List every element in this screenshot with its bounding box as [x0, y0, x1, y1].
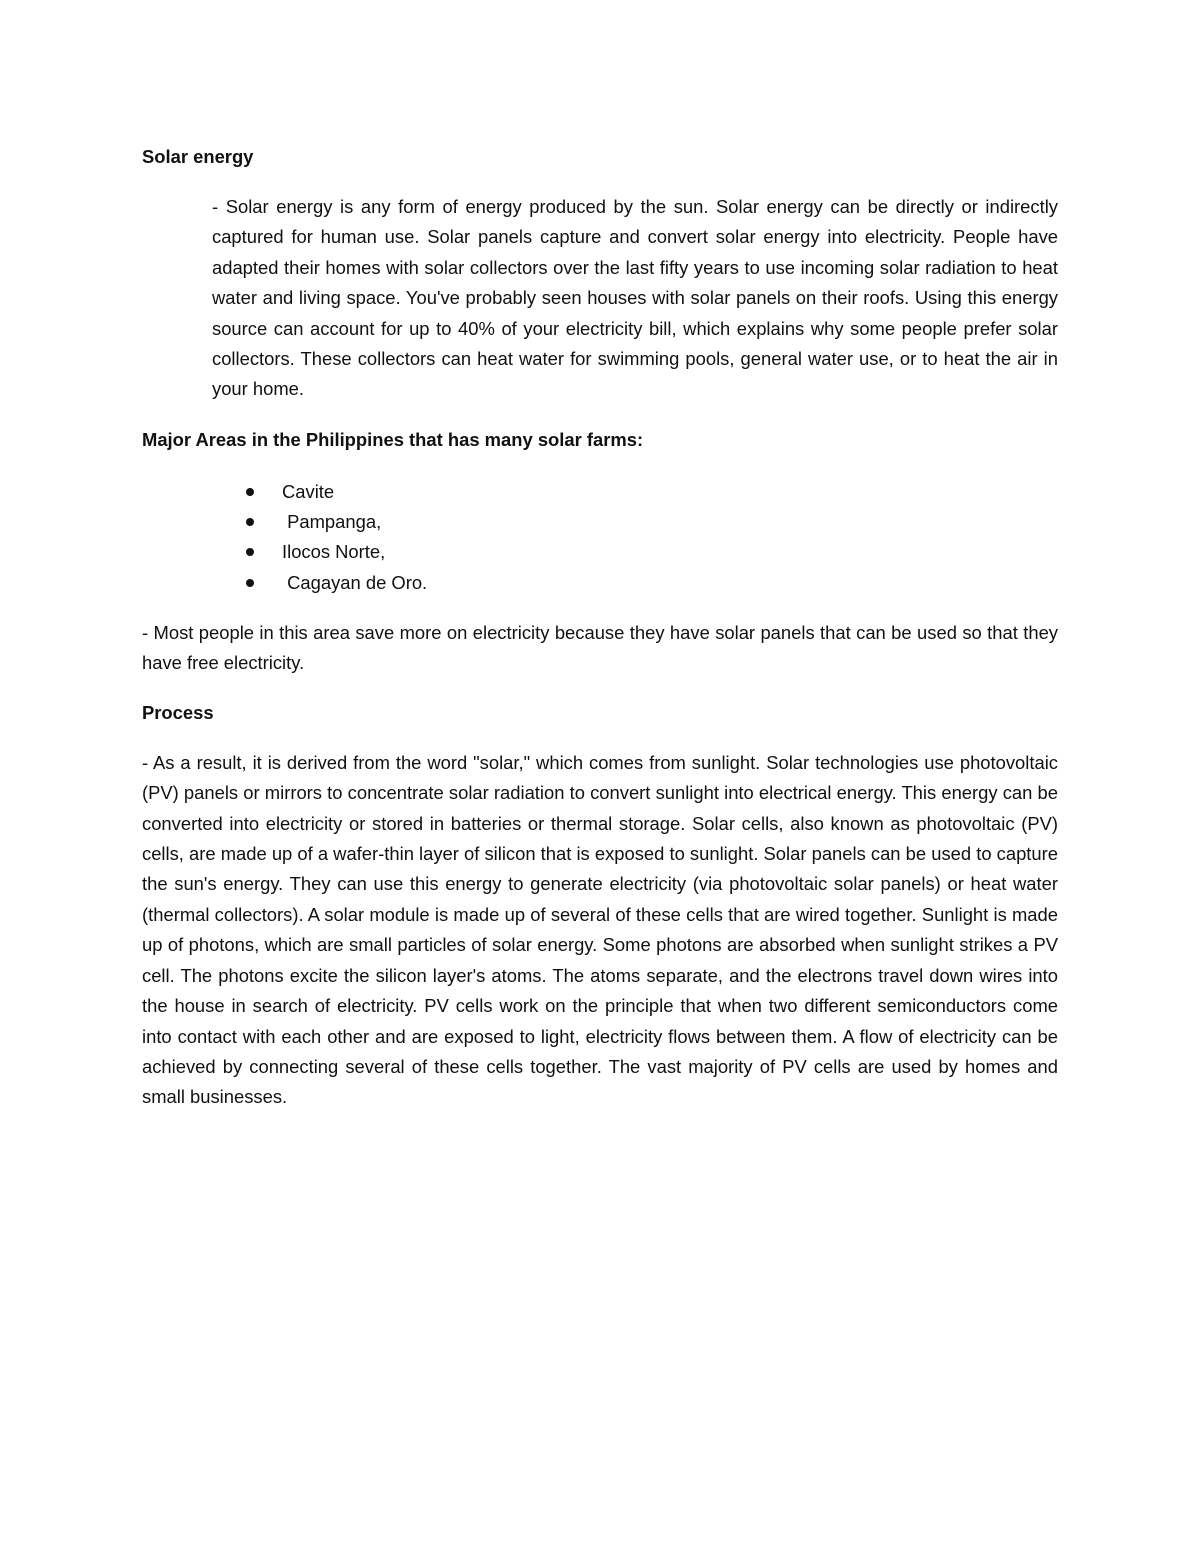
paragraph-process-description: - As a result, it is derived from the word "solar," which comes from sunlight. Solar technologies use photovoltaic (PV) panels or mirrors to concentrate solar radiation to convert sunlight into electrical energy. This energy can be converted into electricity or stored in batteries or thermal storage. Solar cells, also known as photovoltaic (PV) cells, are made up of a wafer-thin layer of silicon that is exposed to sunlight. Solar panels can be used to capture the sun's energy. They can use this energy to generate electricity (via photovoltaic solar panels) or heat water (thermal collectors). A solar module is made up of several of these cells that are wired together. Sunlight is made up of photons, which are small particles of solar energy. Some photons are absorbed when sunlight strikes a PV cell. The photons excite the silicon layer's atoms. The atoms separate, and the electrons travel down wires into the house in search of electricity. PV cells work on the principle that when two different semiconductors come into contact with each other and are exposed to light, electricity flows between them. A flow of electricity can be achieved by connecting several of these cells together. The vast majority of PV cells are used by homes and small businesses.	[142, 751, 1058, 1108]
paragraph-solar-energy-definition: - Solar energy is any form of energy produced by the sun. Solar energy can be directly or indirectly captured for human use. Solar panels capture and convert solar energy into electricity. People have adapted their homes with solar collectors over the last fifty years to use incoming solar radiation to heat water and living space. You've probably seen houses with solar panels on their roofs. Using this energy source can account for up to 40% of your electricity bill, which explains why some people prefer solar collectors. These collectors can heat water for swimming pools, general water use, or to heat the air in your home.	[212, 196, 1058, 400]
bullet-icon	[246, 488, 254, 496]
list-item	[142, 507, 1058, 537]
list-item	[142, 477, 1058, 507]
bullet-icon	[246, 579, 254, 587]
list-item-label: Cagayan de Oro.	[282, 571, 428, 593]
list-item-label: Cavite	[282, 480, 335, 502]
list-item	[142, 568, 1058, 598]
solar-farm-areas-list	[142, 477, 1058, 598]
bullet-icon	[246, 518, 254, 526]
list-item	[142, 537, 1058, 567]
document-body	[142, 142, 1058, 1113]
bullet-icon	[246, 548, 254, 556]
paragraph-savings-note: - Most people in this area save more on electricity because they have solar panels that can be used so that they have free electricity.	[142, 622, 1058, 674]
heading-solar-energy: Solar energy	[142, 146, 254, 167]
heading-process: Process	[142, 701, 214, 723]
list-item-label: Pampanga,	[282, 511, 382, 533]
heading-major-areas: Major Areas in the Philippines that has many solar farms:	[142, 428, 644, 450]
list-item-label: Ilocos Norte,	[282, 541, 386, 563]
